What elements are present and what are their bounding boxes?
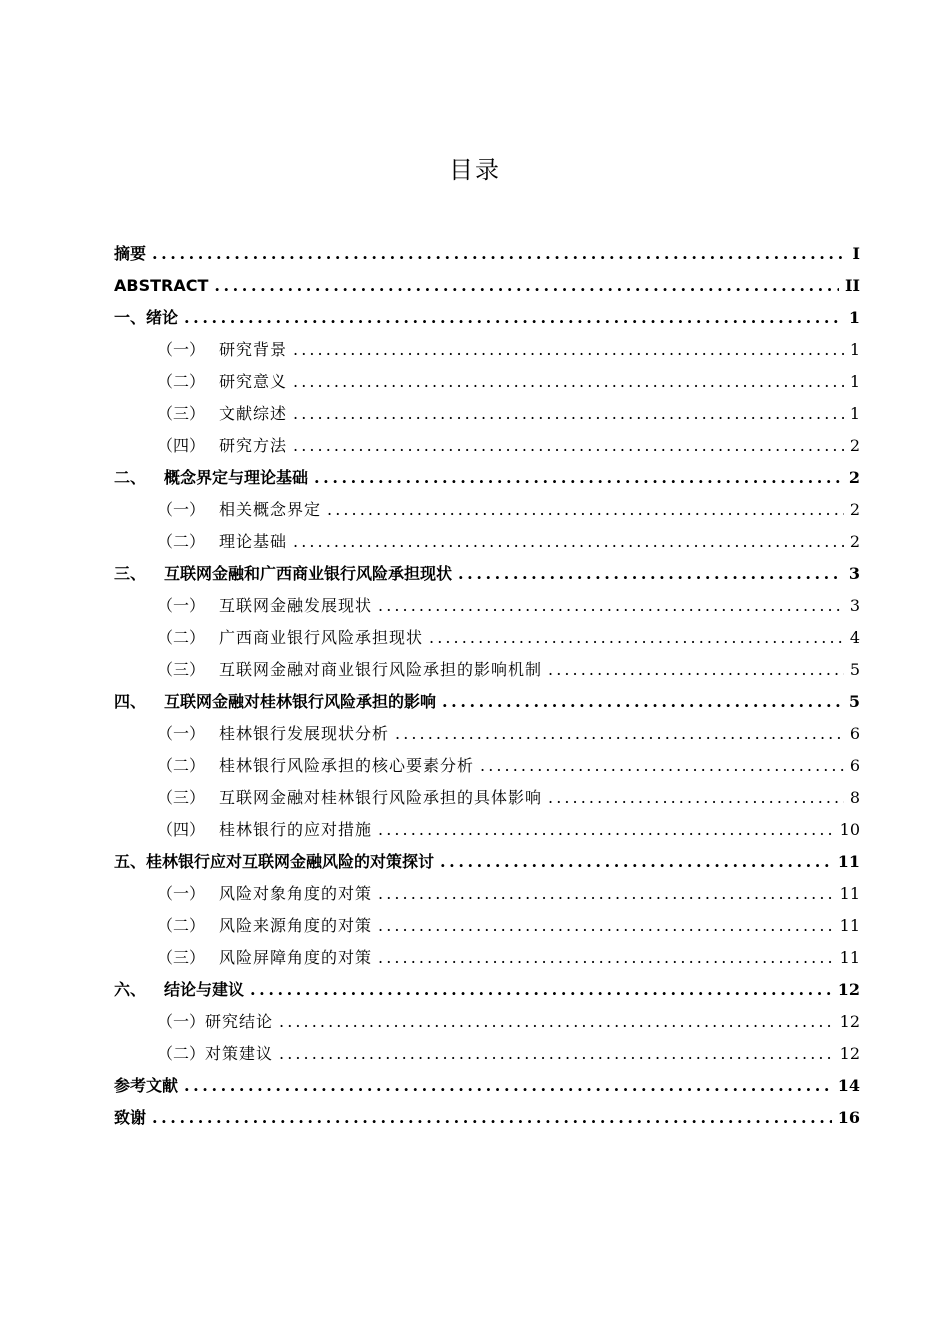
toc-entry[interactable] bbox=[114, 750, 860, 782]
toc-entry[interactable] bbox=[114, 814, 860, 846]
toc-entry-label: 结论与建议 bbox=[164, 980, 245, 999]
toc-entry-number: （一） bbox=[157, 340, 206, 359]
toc-entry-number: 一、 bbox=[114, 308, 147, 327]
dot-leader bbox=[378, 910, 834, 942]
toc-entry-page-number: 3 bbox=[849, 596, 860, 615]
toc-entry[interactable] bbox=[114, 558, 860, 590]
dot-leader bbox=[152, 1102, 832, 1134]
toc-entry-number: （四） bbox=[157, 820, 206, 839]
toc-entry-number: （一） bbox=[157, 596, 206, 615]
dot-leader bbox=[279, 1038, 834, 1070]
toc-entry-label: 风险屏障角度的对策 bbox=[219, 948, 373, 967]
dot-leader bbox=[395, 718, 844, 750]
toc-entry-label: 研究意义 bbox=[219, 372, 288, 391]
toc-entry[interactable] bbox=[114, 302, 860, 334]
toc-entry-page-number: 1 bbox=[849, 404, 860, 423]
toc-entry-number: （二） bbox=[157, 916, 206, 935]
toc-entry-label: 桂林银行发展现状分析 bbox=[219, 724, 390, 743]
toc-entry[interactable] bbox=[114, 718, 860, 750]
toc-entry-label: 互联网金融对桂林银行风险承担的影响 bbox=[164, 692, 437, 711]
toc-entry[interactable] bbox=[114, 1038, 860, 1070]
toc-entry[interactable] bbox=[114, 1070, 860, 1102]
dot-leader bbox=[293, 334, 844, 366]
toc-entry-page-number: 1 bbox=[849, 340, 860, 359]
dot-leader bbox=[327, 494, 844, 526]
toc-entry-number: （二） bbox=[157, 628, 206, 647]
toc-entry-label: 桂林银行风险承担的核心要素分析 bbox=[219, 756, 475, 775]
toc-entry-page-number: 2 bbox=[849, 500, 860, 519]
toc-entry-number: （四） bbox=[157, 436, 206, 455]
toc-entry-number: （三） bbox=[157, 788, 206, 807]
toc-entry[interactable] bbox=[114, 334, 860, 366]
toc-title: 目录 bbox=[449, 156, 501, 184]
toc-entry-page-number: 5 bbox=[848, 692, 860, 711]
dot-leader bbox=[480, 750, 844, 782]
toc-entry-label: 研究结论 bbox=[205, 1012, 274, 1031]
toc-entry-page-number: 2 bbox=[849, 532, 860, 551]
toc-entry-number: （二） bbox=[157, 756, 206, 775]
toc-entry-number: （二） bbox=[157, 372, 206, 391]
toc-entry-label: 互联网金融发展现状 bbox=[219, 596, 373, 615]
dot-leader bbox=[378, 942, 834, 974]
dot-leader bbox=[184, 302, 843, 334]
toc-entry-number: （一） bbox=[157, 1012, 206, 1031]
toc-entry-page-number: 2 bbox=[849, 436, 860, 455]
toc-entry[interactable] bbox=[114, 654, 860, 686]
dot-leader bbox=[440, 846, 832, 878]
toc-entry-label: 致谢 bbox=[114, 1108, 147, 1127]
dot-leader bbox=[429, 622, 844, 654]
toc-entry[interactable] bbox=[114, 494, 860, 526]
toc-entry-page-number: 11 bbox=[839, 948, 860, 967]
dot-leader bbox=[548, 782, 844, 814]
toc-entry-page-number: 12 bbox=[839, 1044, 860, 1063]
toc-entry-page-number: 5 bbox=[849, 660, 860, 679]
toc-entry-label: 研究方法 bbox=[219, 436, 288, 455]
toc-entry-page-number: 6 bbox=[849, 724, 860, 743]
dot-leader bbox=[314, 462, 843, 494]
toc-entry-label: 互联网金融和广西商业银行风险承担现状 bbox=[164, 564, 453, 583]
toc-entry-label: 绪论 bbox=[146, 308, 179, 327]
toc-entry-label: 对策建议 bbox=[205, 1044, 274, 1063]
toc-entry-number: 二、 bbox=[114, 468, 147, 487]
toc-entry-page-number: I bbox=[852, 244, 860, 263]
toc-entry[interactable] bbox=[114, 462, 860, 494]
toc-entry-label: 互联网金融对桂林银行风险承担的具体影响 bbox=[219, 788, 543, 807]
toc-entry[interactable] bbox=[114, 622, 860, 654]
toc-entry-page-number: 11 bbox=[839, 916, 860, 935]
toc-entry-page-number: 1 bbox=[848, 308, 860, 327]
toc-entry-number: （二） bbox=[157, 1044, 206, 1063]
toc-entry[interactable] bbox=[114, 686, 860, 718]
toc-entry-page-number: 14 bbox=[837, 1076, 860, 1095]
toc-entry-label: 风险对象角度的对策 bbox=[219, 884, 373, 903]
toc-entry[interactable] bbox=[114, 398, 860, 430]
toc-entry-page-number: 11 bbox=[837, 852, 860, 871]
dot-leader bbox=[214, 270, 839, 302]
toc-entry-label: 桂林银行应对互联网金融风险的对策探讨 bbox=[146, 852, 435, 871]
toc-entry[interactable] bbox=[114, 1102, 860, 1134]
toc-entry-page-number: 6 bbox=[849, 756, 860, 775]
toc-entry[interactable] bbox=[114, 526, 860, 558]
toc-entry[interactable] bbox=[114, 366, 860, 398]
toc-entry-page-number: 10 bbox=[839, 820, 860, 839]
dot-leader bbox=[293, 430, 844, 462]
toc-entry-number: （二） bbox=[157, 532, 206, 551]
toc-entry-number: （一） bbox=[157, 500, 206, 519]
toc-entry[interactable] bbox=[114, 846, 860, 878]
toc-entry[interactable] bbox=[114, 1006, 860, 1038]
toc-entry-page-number: 3 bbox=[848, 564, 860, 583]
dot-leader bbox=[250, 974, 832, 1006]
toc-entry-number: 三、 bbox=[114, 564, 147, 583]
toc-entry-label: 风险来源角度的对策 bbox=[219, 916, 373, 935]
dot-leader bbox=[293, 366, 844, 398]
toc-entry-number: 四、 bbox=[114, 692, 147, 711]
dot-leader bbox=[378, 878, 834, 910]
toc-entry-label: 相关概念界定 bbox=[219, 500, 322, 519]
toc-entry-page-number: 8 bbox=[849, 788, 860, 807]
toc-entry-label: 参考文献 bbox=[114, 1076, 179, 1095]
dot-leader bbox=[293, 398, 844, 430]
toc-entry[interactable] bbox=[114, 430, 860, 462]
toc-entry-page-number: 2 bbox=[848, 468, 860, 487]
toc-entry-label: 广西商业银行风险承担现状 bbox=[219, 628, 424, 647]
dot-leader bbox=[378, 590, 844, 622]
toc-entry[interactable] bbox=[114, 910, 860, 942]
toc-entry-label: ABSTRACT bbox=[114, 276, 209, 295]
toc-entry-page-number: 4 bbox=[849, 628, 860, 647]
toc-entry[interactable] bbox=[114, 878, 860, 910]
toc-entry[interactable] bbox=[114, 782, 860, 814]
toc-entry-number: （三） bbox=[157, 948, 206, 967]
toc-entry-page-number: 12 bbox=[839, 1012, 860, 1031]
toc-entry[interactable] bbox=[114, 238, 860, 270]
dot-leader bbox=[293, 526, 844, 558]
toc-entry-number: （一） bbox=[157, 724, 206, 743]
toc-entry-label: 桂林银行的应对措施 bbox=[219, 820, 373, 839]
toc-entry-number: （三） bbox=[157, 660, 206, 679]
toc-entry-label: 研究背景 bbox=[219, 340, 288, 359]
toc-entry-label: 互联网金融对商业银行风险承担的影响机制 bbox=[219, 660, 543, 679]
toc-entry[interactable] bbox=[114, 270, 860, 302]
dot-leader bbox=[458, 558, 843, 590]
toc-entry-label: 概念界定与理论基础 bbox=[164, 468, 309, 487]
dot-leader bbox=[279, 1006, 834, 1038]
toc-entry-page-number: 16 bbox=[837, 1108, 860, 1127]
dot-leader bbox=[548, 654, 844, 686]
dot-leader bbox=[184, 1070, 832, 1102]
toc-entry-label: 文献综述 bbox=[219, 404, 288, 423]
toc-entry-page-number: 1 bbox=[849, 372, 860, 391]
toc-entry-number: （一） bbox=[157, 884, 206, 903]
table-of-contents bbox=[114, 238, 860, 1134]
toc-entry-label: 理论基础 bbox=[219, 532, 288, 551]
toc-entry-number: 五、 bbox=[114, 852, 147, 871]
toc-entry-number: 六、 bbox=[114, 980, 147, 999]
toc-entry-page-number: II bbox=[845, 276, 860, 295]
toc-entry-number: （三） bbox=[157, 404, 206, 423]
dot-leader bbox=[442, 686, 843, 718]
toc-entry-label: 摘要 bbox=[114, 244, 147, 263]
toc-entry[interactable] bbox=[114, 974, 860, 1006]
toc-entry[interactable] bbox=[114, 942, 860, 974]
dot-leader bbox=[152, 238, 847, 270]
toc-entry-page-number: 12 bbox=[837, 980, 860, 999]
toc-entry[interactable] bbox=[114, 590, 860, 622]
toc-entry-page-number: 11 bbox=[839, 884, 860, 903]
dot-leader bbox=[378, 814, 834, 846]
